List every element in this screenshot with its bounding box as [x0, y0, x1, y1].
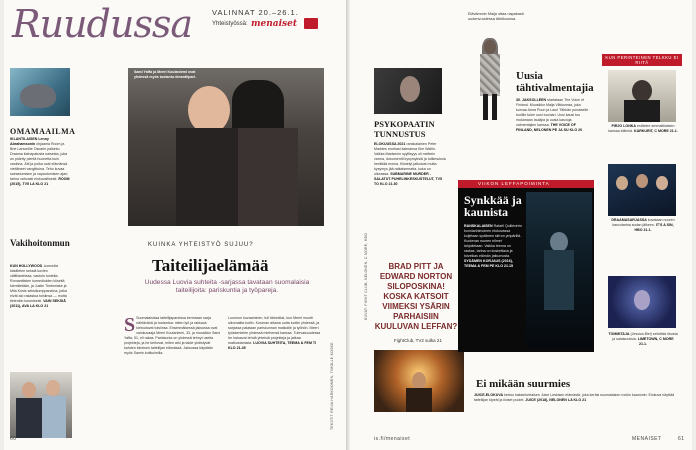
- section-text-psykopaatti: ELOKUUSSA 2021 ranskalainen Peter Maddes murhasi kaimansa Kim Wallin. Vaikka Madsenin syyllisyys oli melkein varma, dokumentti kysymyksiä ja tutkimuksia herättää monia. Kiistelyt jatkuivat mutta kysymys jää ratkaisematta, kuka on oikeassa. SUBMARINE MURDER - SALATUT PUHELINKESKUSTELUT, TV5 TO KLO 21.30: [374, 142, 446, 186]
- partner-logo: menaiset: [251, 19, 297, 29]
- headline: Taiteilijaelämää: [152, 256, 269, 275]
- promo-fightclub-source: FightClub, TV2 sulka 21: [394, 338, 442, 343]
- promo-fightclub: BRAD PITT JA EDWARD NORTON SILOPOSKINA! KOSKA KATSOIT VIIMEKSI YSÄRIN PARHAISIIN KUULUVAN LEFFAN?: [374, 262, 458, 331]
- section-text-vakihoito: KUN HOLLYWOOD -komedia käsittelee seksiä kovien välitilanteissa, vastoin tunteita. Romanttisten komedioiden kliseitä kierrätetään, ja Justin Timberlake ja Mila Kunis seksikumppaneina, jotka eivät aio rakastua toisiinsa — mutta tietenkin kosmisesti. VAIN SEKSIÄ (2011), AVA LA KLO 21: [10, 264, 67, 308]
- photo-juice: [374, 350, 464, 412]
- left-page: [4, 0, 346, 450]
- featured-film-block: [458, 180, 594, 352]
- section-title-omamaailma: OMAMAAILMA: [10, 127, 76, 136]
- tv-logo-icon: [304, 18, 318, 29]
- section-title-voice: Uusia tähtivalmentajia: [516, 70, 594, 94]
- vertical-credit: TEKSTIT REIJA HARKOOMEN, TIMOLLE KOSKE: [330, 342, 334, 430]
- footer-brand: MENAISET: [632, 436, 662, 442]
- section-text-juice: JUICE-ELOKUVA kertoo kaksinkertaisen Juice Leskisen elämästä, joka keräsi suomalaisen rockin kaanonin. Elokuva näyttää taiteilijan kipeät ja iloiset puolet. JUICE (2018), NELONEN LA KLO 21: [474, 393, 675, 402]
- photo-karkurit: [608, 70, 676, 122]
- page-url: is.fi/menaiset: [374, 436, 411, 442]
- partner-label: Yhteistyössä:: [212, 21, 248, 27]
- section-title-vakihoito: Vakihoitonmun: [10, 238, 70, 248]
- kicker: KUINKA YHTEISTYÖ SUJUU?: [148, 242, 254, 248]
- photo-caption-couple: Sami Yaffa ja Meeri Koutaniemi ovat yhdessä myös tuotanto-timanttipari.: [134, 70, 196, 79]
- date-range: VALINNAT 20.–26.1.: [212, 8, 299, 17]
- section-text-omamaailma: IKLANTILAISEN Lenny Abrahamsonin ohjaama Room ja Brie Larsonille Oscarin palkinto. Draama kidnapatusta naisesta, joka on pidetty pientä huonetta kuin vankina. Äiti ja poika ovat elämänsä viettäneet vangittuina. Teho kuvaa sairastumisen ja vapautumisen ajan; tarina vahvasti elokuvallisesti. ROOM (2015), TV5 LA KLO 21: [10, 137, 70, 186]
- sidebar-item-karkurit: PIRJO LONKA esittelee ammattilaisten kanssa eläimiä. KARKURIT, C MORE 21.1.: [608, 124, 678, 133]
- photo-hippo: [10, 68, 70, 116]
- page-number-right: 61: [678, 436, 685, 442]
- section-title-synkkaa: Synkkää ja kaunista: [464, 193, 522, 219]
- photo-actors: [10, 372, 72, 438]
- vertical-credit-right: KUVAT: FIGHT CLUB, NELONEN, C MORE, HBO: [364, 232, 368, 320]
- section-text-synkkaa: RANSKALAISEN Rafaël Quillévérin kunnianhimoinen elokuvassa kuljetaan sydämen siirron ympärillä. Kuolevan nuoren elimet lahjoitetaan. Vaikka teema on raskas, tarina on koskettava ja toiveikas elämän jatkumosta. SYDÄMEN KORJAUS (2016), TEEMA & FEM PE KLO 21.15: [464, 224, 522, 268]
- sidebar-item-limetown: TOMMITAJA (Jessica Biel) selvittää rikosta ja salaisuuksia. LIMETOWN, C MORE 21.1.: [608, 332, 678, 346]
- section-title-psykopaatti: PSYKOPAATIN TUNNUSTUS: [374, 119, 435, 139]
- section-title-juice: Ei mikään suurmies: [476, 378, 571, 390]
- sidebar-header: KUN PERINTEINEN TELKKU EI RIITÄ: [602, 54, 682, 66]
- page-number: 60: [10, 436, 17, 442]
- photo-couple: [128, 68, 324, 226]
- photo-limetown: [608, 276, 676, 328]
- article-col2: Luonnon kuvaaminen, tuli tärkeäksi, kun Meeri muutti ulkomailta kotiin. Koronan aikana uutta luotiin yhdessä, ja sarjassa palataan pariskunnan matkoille ja työhön. Meeri työskentelee yhdessä miehensä kanssa. Tulevaisuudessa he haluavat tehdä yhteisiä projekteja ja jatkaa matkustamista. LUOVIA SUHTEITA, TEEMA & FEM TI KLO 21.45: [228, 316, 321, 350]
- photo-film-still: [526, 192, 592, 348]
- photo-caption-singer: Elävämmin Maija ottaa napakasti uudenvuodessa tähtikoossa.: [468, 12, 524, 21]
- photo-its-a-sin: [608, 164, 676, 216]
- section-script-title: Ruudussa: [12, 2, 193, 46]
- featured-banner: VIIKON LEFFAPOIMINTA: [458, 180, 594, 188]
- right-page: [350, 0, 692, 450]
- deck: Uudessa Luovia suhteita -sarjassa tavataan suomalaisia taiteilijoita: pariskuntia ja työpareja.: [144, 279, 310, 294]
- photo-singer: [472, 34, 506, 122]
- section-text-voice: 30. JAKSOLLEEN startataan The Voice of Finland. Muusikko Maija Vilkkumaa, joka korvaa Anna Puun ja Lauri Tähkän punaiselle tuolille tulee uusi tuomari. Uusi kausi tuo mukanaan laulajia ja uusia kasvoja valmentajien kanssa. THE VOICE OF FINLAND, NELONEN PE JA SU KLO 20: [516, 98, 589, 132]
- sidebar-item-its-a-sin: DRAAMASARJASSA kuvataan nuoren kasvutarina sodan jälkeen. IT'S A SIN, HBO 21.1.: [611, 218, 675, 232]
- photo-psychopath: [374, 68, 442, 114]
- article-col1: S Suomalaisissa taiteilijapareissa kerrotaan sarja nähtävänä ja tuotantoa: miten työ ja rakkaus kietoutuvat toisiinsa. Ensimmäisessä jaksossa ovat valokuvaaja Meeri Koutaniemi, 33, ja muusikko Sami Yaffa, 51, eli rakas. Pariskunta on yhdessä tehnyt useita projekteja, ja he kertovat, miten arki ja taide yhdistyvät kahden kiireisen taiteilijan elämässä. Jaksossa käydään myös Samin kotikulmilla.: [124, 316, 221, 355]
